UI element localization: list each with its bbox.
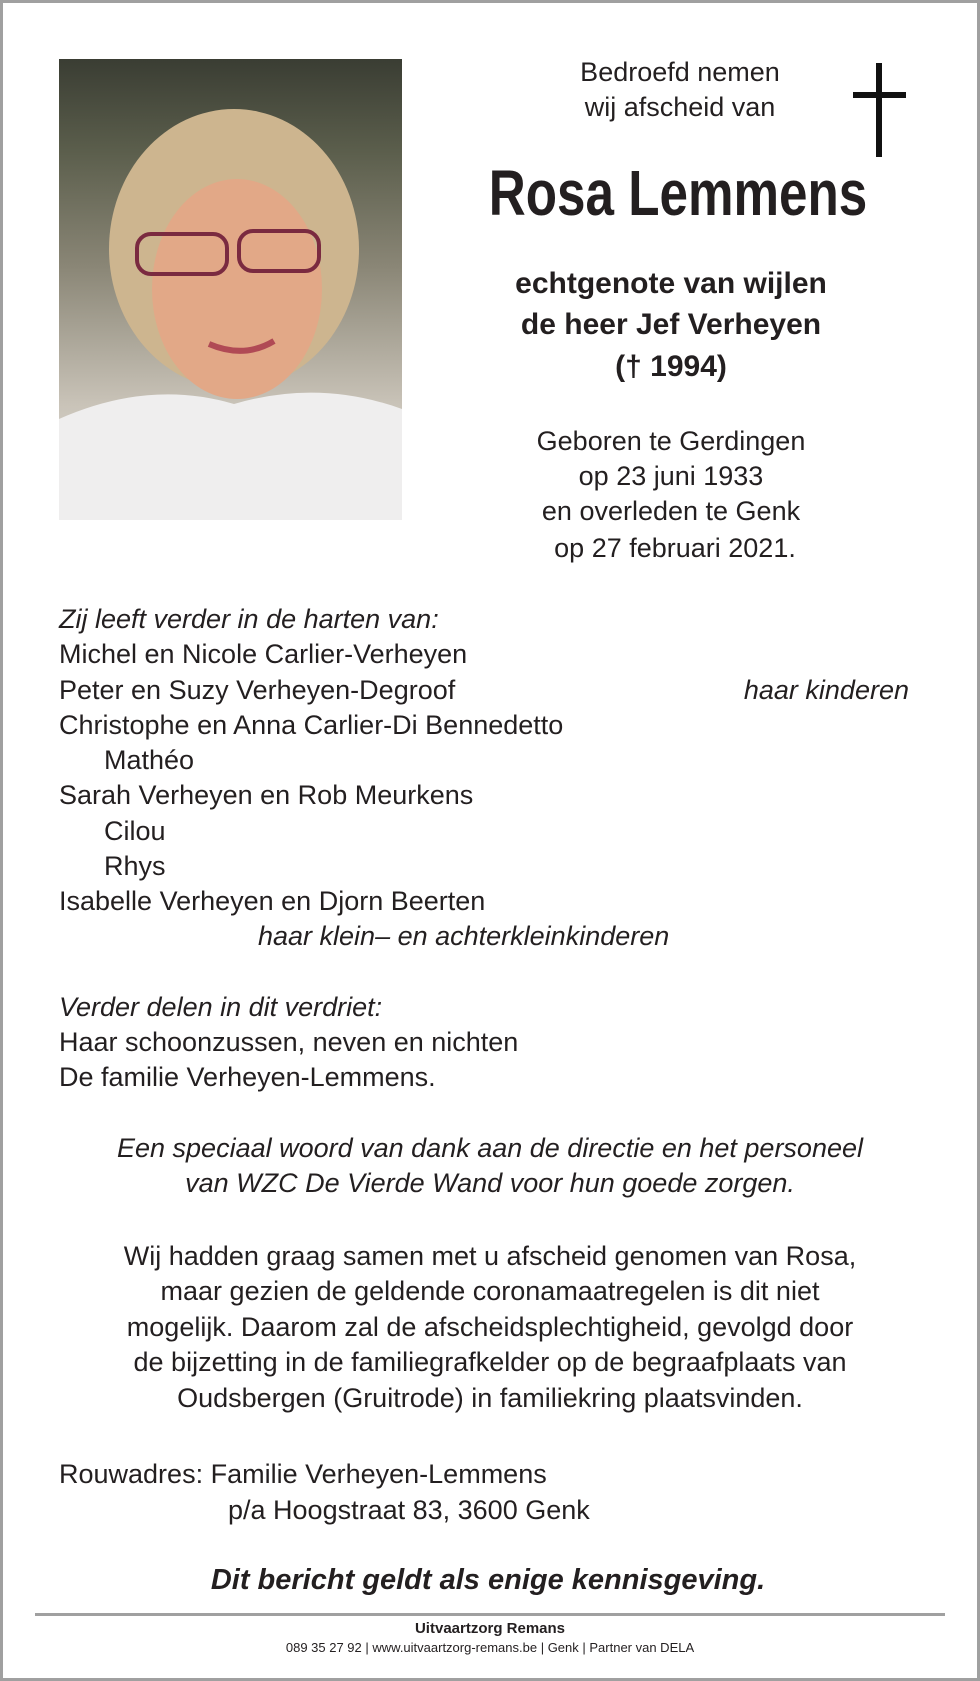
address-line-2: p/a Hoogstraat 83, 3600 Genk xyxy=(228,1495,590,1525)
life-line-3: en overleden te Genk xyxy=(541,496,801,526)
others-intro: Verder delen in dit verdriet: xyxy=(59,992,383,1022)
notice-line: de bijzetting in de familiegrafkelder op de begraafplaats van xyxy=(133,1347,847,1377)
life-line-1: Geboren te Gerdingen xyxy=(536,426,806,456)
funeral-company-details: 089 35 27 92 | www.uitvaartzorg-remans.be | Genk | Partner van DELA xyxy=(285,1640,695,1655)
family-line: Cilou xyxy=(104,816,166,846)
notice-line: maar gezien de geldende coronamaatregelen is dit niet xyxy=(160,1276,820,1306)
intro-line-1: Bedroefd nemen xyxy=(580,57,780,87)
thanks-line-2: van WZC De Vierde Wand voor hun goede zorgen. xyxy=(185,1168,795,1198)
address-line-1: Rouwadres: Familie Verheyen-Lemmens xyxy=(59,1459,547,1489)
life-line-4: op 27 februari 2021. xyxy=(554,533,796,563)
family-line: Mathéo xyxy=(104,745,195,775)
family-line: Sarah Verheyen en Rob Meurkens xyxy=(59,780,474,810)
spouse-line-1: echtgenote van wijlen xyxy=(515,267,827,300)
notice-line: mogelijk. Daarom zal de afscheidsplechtigheid, gevolgd door xyxy=(126,1312,854,1342)
notice-line: Oudsbergen (Gruitrode) in familiekring plaatsvinden. xyxy=(177,1383,803,1413)
thanks-line-1: Een speciaal woord van dank aan de directie en het personeel xyxy=(116,1133,864,1163)
cross-icon xyxy=(876,63,882,157)
family-line: Rhys xyxy=(104,851,166,881)
notice-line: Wij hadden graag samen met u afscheid genomen van Rosa, xyxy=(123,1241,857,1271)
life-line-2: op 23 juni 1933 xyxy=(578,461,764,491)
grandchildren-label: haar klein– en achterkleinkinderen xyxy=(258,921,670,951)
footer-divider xyxy=(35,1613,945,1616)
family-line: Isabelle Verheyen en Djorn Beerten xyxy=(59,886,486,916)
family-intro: Zij leeft verder in de harten van: xyxy=(59,604,439,634)
spouse-line-3: († 1994) xyxy=(615,350,727,383)
family-line: Michel en Nicole Carlier-Verheyen xyxy=(59,639,468,669)
funeral-company: Uitvaartzorg Remans xyxy=(414,1620,566,1637)
cross-icon-bar xyxy=(853,92,906,98)
portrait-illustration xyxy=(59,59,402,520)
deceased-name: Rosa Lemmens xyxy=(488,157,868,229)
family-line: Christophe en Anna Carlier-Di Bennedetto xyxy=(59,710,564,740)
family-line: Peter en Suzy Verheyen-Degroof xyxy=(59,675,456,705)
others-line: Haar schoonzussen, neven en nichten xyxy=(59,1027,519,1057)
intro-line-2: wij afscheid van xyxy=(584,92,776,122)
others-line: De familie Verheyen-Lemmens. xyxy=(59,1062,436,1092)
portrait-photo xyxy=(59,59,402,520)
children-label: haar kinderen xyxy=(743,675,909,705)
closing-statement: Dit bericht geldt als enige kennisgeving. xyxy=(210,1564,766,1596)
spouse-line-2: de heer Jef Verheyen xyxy=(520,308,822,341)
